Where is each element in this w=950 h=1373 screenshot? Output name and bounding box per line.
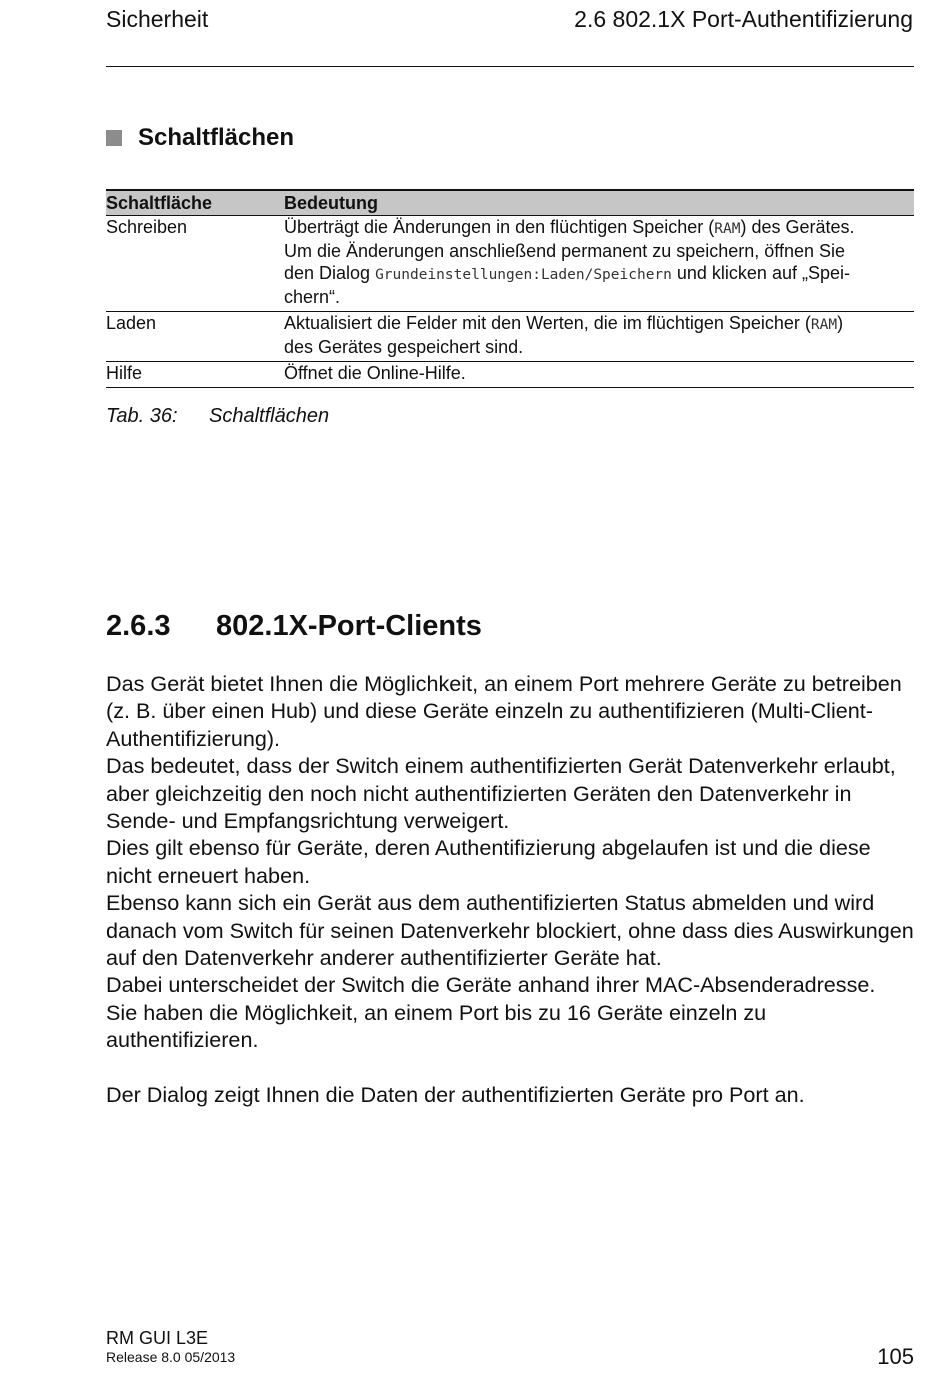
caption-label: Tab. 36:	[106, 405, 178, 427]
running-header-section: Sicherheit	[106, 6, 209, 32]
button-description: Aktualisiert die Felder mit den Werten, die im flüchtigen Speicher (RAM) des Gerätes gespeichert sind.	[284, 312, 914, 362]
code-text: RAM	[810, 317, 838, 333]
section-title: Schaltflächen	[138, 124, 295, 151]
paragraph: Das bedeutet, dass der Switch einem authentifizierten Gerät Datenverkehr erlaubt, aber gleichzeitig den noch nicht authentifizierten Geräten den Datenverkehr in Sende- und Empfangsrichtung verweigert.	[106, 753, 896, 834]
paragraph: Das Gerät bietet Ihnen die Möglichkeit, an einem Port mehrere Geräte zu betreiben (z. B. über einen Hub) und diese Geräte einzeln zu authentifizieren (Multi-Client-Authentifizierung).	[106, 671, 902, 751]
paragraph: Ebenso kann sich ein Gerät aus dem authentifizierten Status abmelden und wird danach vom Switch für seinen Datenverkehr blockiert, ohne dass dies Auswirkungen auf den Datenverkehr anderer authentifizierter Geräte hat.	[106, 890, 914, 971]
chapter-heading	[106, 610, 482, 643]
button-name: Schreiben	[106, 216, 284, 312]
table-header-row	[106, 190, 914, 216]
button-name: Hilfe	[106, 362, 284, 388]
dialog-path-code: Grundeinstellungen:Laden/Speichern	[375, 267, 672, 283]
code-text: RAM	[714, 221, 741, 237]
button-description: Überträgt die Änderungen in den flüchtigen Speicher (RAM) des Gerätes. Um die Änderungen anschließend permanent zu speichern, öffnen Sie den Dialog Grundeinstellungen:Laden/Speichern und klicken auf „Spei- chern“.	[284, 216, 914, 312]
section-heading	[106, 124, 294, 152]
buttons-table	[106, 189, 914, 388]
chapter-number: 2.6.3	[106, 610, 171, 642]
footer-release: Release 8.0 05/2013	[106, 1349, 236, 1365]
page-number: 105	[877, 1344, 914, 1369]
button-description: Öffnet die Online-Hilfe.	[284, 362, 914, 388]
paragraph: Dies gilt ebenso für Geräte, deren Authentifizierung abgelaufen ist und die diese nicht erneuert haben.	[106, 835, 871, 888]
button-name: Laden	[106, 312, 284, 362]
table-row	[106, 362, 914, 388]
body-text	[106, 670, 918, 1108]
header-divider	[106, 66, 914, 67]
paragraph: Sie haben die Möglichkeit, an einem Port bis zu 16 Geräte einzeln zu authentifizieren.	[106, 999, 767, 1053]
caption-text: Schaltflächen	[209, 405, 330, 427]
column-header-button: Schaltfläche	[106, 190, 284, 216]
table-caption	[106, 405, 329, 428]
table-row	[106, 312, 914, 362]
paragraph: Der Dialog zeigt Ihnen die Daten der authentifizierten Geräte pro Port an.	[106, 1082, 805, 1108]
square-bullet-icon	[106, 130, 122, 146]
column-header-meaning: Bedeutung	[284, 190, 914, 216]
running-header-chapter: 2.6 802.1X Port-Authentifizierung	[574, 6, 913, 32]
paragraph: Dabei unterscheidet der Switch die Geräte anhand ihrer MAC-Absenderadresse.	[106, 972, 876, 998]
chapter-title: 802.1X-Port-Clients	[216, 610, 482, 642]
footer-document: RM GUI L3E	[106, 1328, 209, 1348]
table-row	[106, 216, 914, 312]
footer-info	[106, 1328, 235, 1366]
